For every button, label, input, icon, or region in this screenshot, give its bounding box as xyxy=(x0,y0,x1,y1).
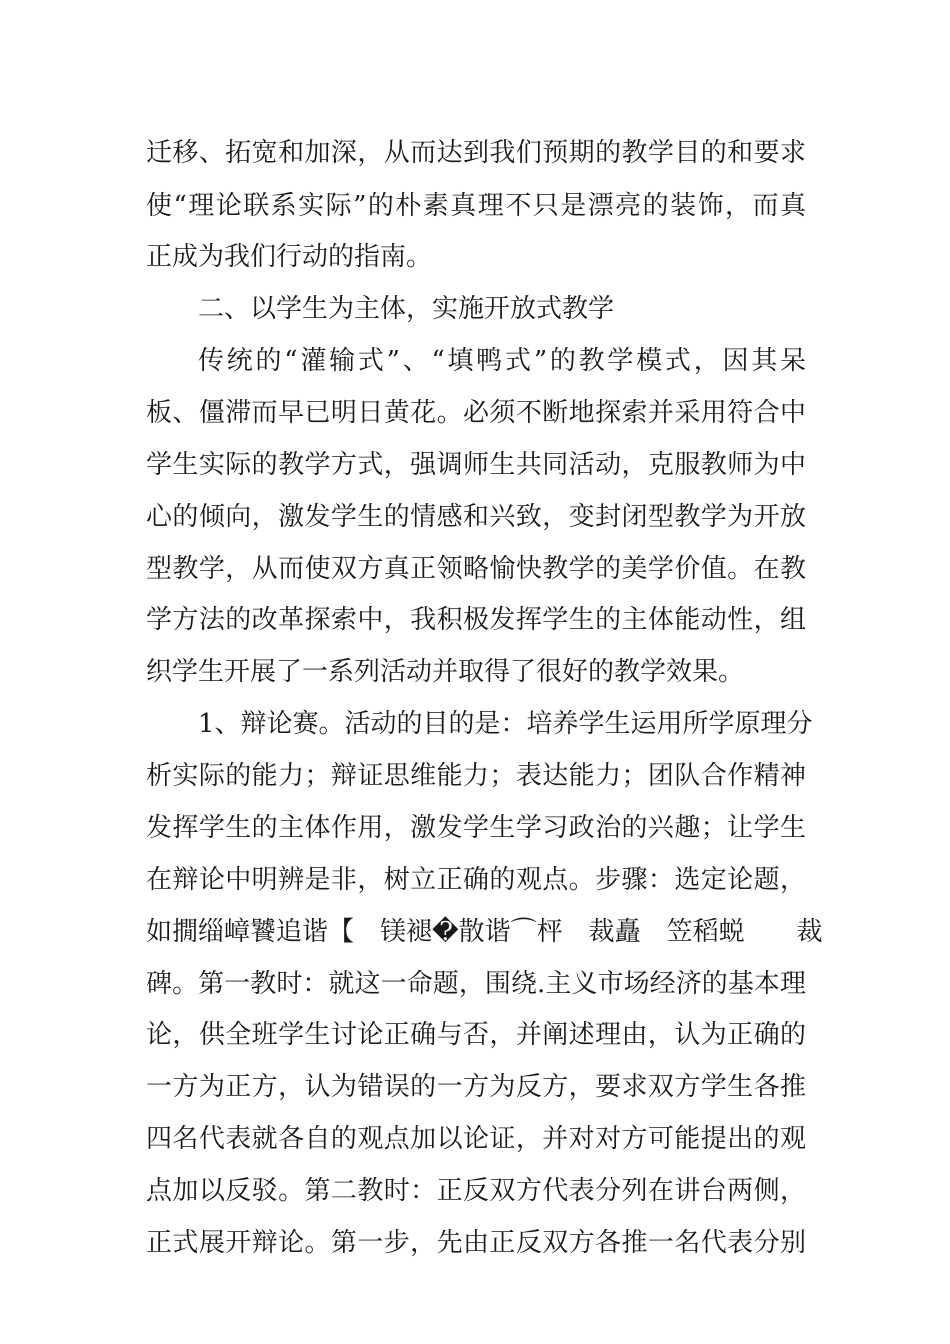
text-line: 析实际的能力；辩证思维能力；表达能力；团队合作精神 xyxy=(146,761,806,791)
text-line: 碑。第一教时：就这一命题，围绕.主义市场经济的基本理 xyxy=(146,969,806,999)
text-line: 学方法的改革探索中，我积极发挥学生的主体能动性，组 xyxy=(146,605,806,635)
text-line: 心的倾向，激发学生的情感和兴致，变封闭型教学为开放 xyxy=(146,502,806,532)
text-line: 四名代表就各自的观点加以论证，并对对方可能提出的观 xyxy=(146,1124,806,1154)
text-line: 在辩论中明辨是非，树立正确的观点。步骤：选定论题， xyxy=(146,865,806,895)
text-line: 如撊缁嶂饕追谐【 镁褪�散谐⌒枰 裁矗 笠稻蜕 裁 xyxy=(146,917,823,947)
text-line: 迁移、拓宽和加深，从而达到我们预期的教学目的和要求 xyxy=(146,138,806,168)
text-line: 点加以反驳。第二教时：正反双方代表分列在讲台两侧， xyxy=(146,1176,806,1206)
text-line: 一方为正方，认为错误的一方为反方，要求双方学生各推 xyxy=(146,1072,806,1102)
text-line: 板、僵滞而早已明日黄花。必须不断地探索并采用符合中 xyxy=(146,398,806,428)
text-line: 使“理论联系实际”的朴素真理不只是漂亮的装饰，而真 xyxy=(146,191,806,221)
text-line: 学生实际的教学方式，强调师生共同活动，克服教师为中 xyxy=(146,450,806,480)
text-line: 正式展开辩论。第一步，先由正反双方各推一名代表分别 xyxy=(146,1228,806,1258)
text-line: 1、辩论赛。活动的目的是：培养学生运用所学原理分 xyxy=(198,709,813,739)
text-line: 正成为我们行动的指南。 xyxy=(146,242,433,272)
text-line: 织学生开展了一系列活动并取得了很好的教学效果。 xyxy=(146,657,745,687)
text-line: 传统的“灌输式”、“填鸭式”的教学模式，因其呆 xyxy=(198,346,806,376)
text-line: 型教学，从而使双方真正领略愉快教学的美学价值。在教 xyxy=(146,554,806,584)
text-line: 发挥学生的主体作用，激发学生学习政治的兴趣；让学生 xyxy=(146,813,806,843)
text-line: 论，供全班学生讨论正确与否，并阐述理由，认为正确的 xyxy=(146,1020,806,1050)
section-heading: 二、以学生为主体，实施开放式教学 xyxy=(198,294,615,324)
